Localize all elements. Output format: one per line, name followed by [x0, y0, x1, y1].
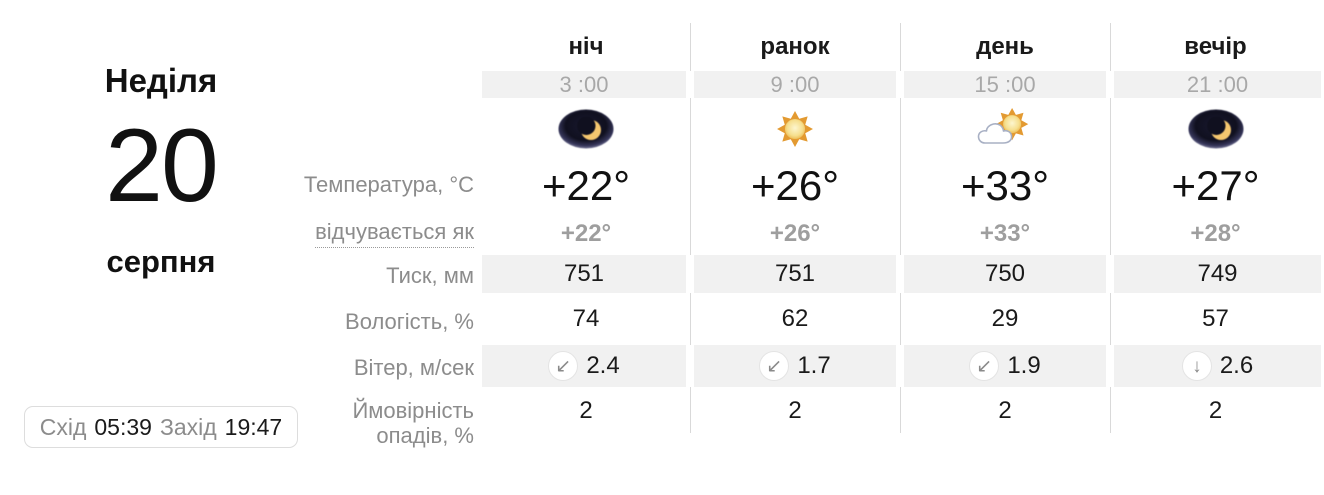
wind-cell	[690, 345, 900, 387]
humidity-value: 62	[781, 305, 809, 332]
humidity-value: 57	[1202, 305, 1229, 332]
time-cell: 3 :00	[482, 71, 690, 98]
feels-like-row-label[interactable]: відчувається як	[315, 219, 474, 248]
wind-speed-value: 2.4	[586, 352, 620, 379]
temperature-value: +33°	[960, 162, 1050, 209]
temperature-value: +27°	[1171, 162, 1260, 209]
weather-icon-cell	[482, 98, 690, 160]
sun-icon	[776, 110, 814, 148]
sunset-time: 19:47	[224, 413, 283, 440]
wind-arrow: ↓	[1192, 355, 1202, 377]
weekday-label: Неділя	[104, 62, 218, 99]
temperature-value: +22°	[541, 162, 631, 209]
feels-like-value: +33°	[979, 219, 1031, 247]
wind-direction-icon	[1182, 351, 1212, 381]
wind-arrow: ↙	[555, 355, 572, 377]
day-number: 20	[105, 108, 217, 224]
precipitation-row-label-line2: опадів, %	[376, 423, 474, 448]
wind-speed-value: 1.7	[797, 352, 831, 379]
period-header: вечір	[1184, 33, 1247, 60]
wind-direction-icon	[759, 351, 789, 381]
sun-times-box	[24, 406, 298, 448]
wind-direction-icon	[548, 351, 578, 381]
wind-cell	[482, 345, 690, 387]
pressure-value: 749	[1110, 255, 1321, 293]
pressure-row-label: Тиск, мм	[386, 263, 474, 288]
sunrise-label: Схід	[39, 413, 87, 440]
precipitation-row-label-line1: Ймовірність	[352, 398, 474, 423]
temperature-value: +26°	[750, 162, 840, 209]
period-header: ранок	[760, 33, 830, 60]
period-header: ніч	[568, 33, 604, 60]
sunrise-time: 05:39	[94, 413, 152, 440]
pressure-value: 750	[900, 255, 1110, 293]
wind-direction-icon	[969, 351, 999, 381]
weather-icon-cell	[1110, 98, 1321, 160]
forecast-column-night	[482, 23, 690, 435]
wind-row-label: Вітер, м/сек	[353, 355, 474, 380]
wind-arrow: ↙	[766, 355, 783, 377]
time-cell: 21 :00	[1110, 71, 1321, 98]
precipitation-value: 2	[788, 397, 802, 424]
sunset-label: Захід	[159, 413, 217, 440]
period-header: день	[976, 33, 1034, 60]
moon-icon	[1188, 109, 1244, 149]
forecast-column-evening	[1110, 23, 1321, 435]
precipitation-value: 2	[998, 397, 1012, 424]
feels-like-value: +28°	[1190, 219, 1241, 247]
wind-cell	[1110, 345, 1321, 387]
sun-cloud-icon	[973, 106, 1037, 152]
wind-speed-value: 2.6	[1219, 352, 1254, 379]
pressure-value: 751	[482, 255, 690, 293]
time-cell: 9 :00	[690, 71, 900, 98]
time-cell: 15 :00	[900, 71, 1110, 98]
weather-icon-cell	[690, 98, 900, 160]
wind-speed-value: 1.9	[1007, 352, 1041, 379]
wind-cell	[900, 345, 1110, 387]
precipitation-value: 2	[1208, 397, 1223, 424]
pressure-value: 751	[690, 255, 900, 293]
temperature-row-label: Температура, °C	[303, 172, 474, 197]
humidity-row-label: Вологість, %	[345, 309, 474, 334]
weather-icon-cell	[900, 98, 1110, 160]
precipitation-value: 2	[579, 397, 593, 424]
humidity-value: 29	[991, 305, 1019, 332]
moon-icon	[558, 109, 614, 149]
feels-like-value: +26°	[769, 219, 821, 247]
date-panel	[58, 62, 264, 280]
forecast-column-day	[900, 23, 1110, 435]
precipitation-row-label	[352, 398, 474, 448]
forecast-column-morning	[690, 23, 900, 435]
feels-like-value: +22°	[560, 219, 612, 247]
month-label: серпня	[106, 244, 216, 279]
wind-arrow: ↙	[976, 355, 993, 377]
humidity-value: 74	[572, 305, 600, 332]
